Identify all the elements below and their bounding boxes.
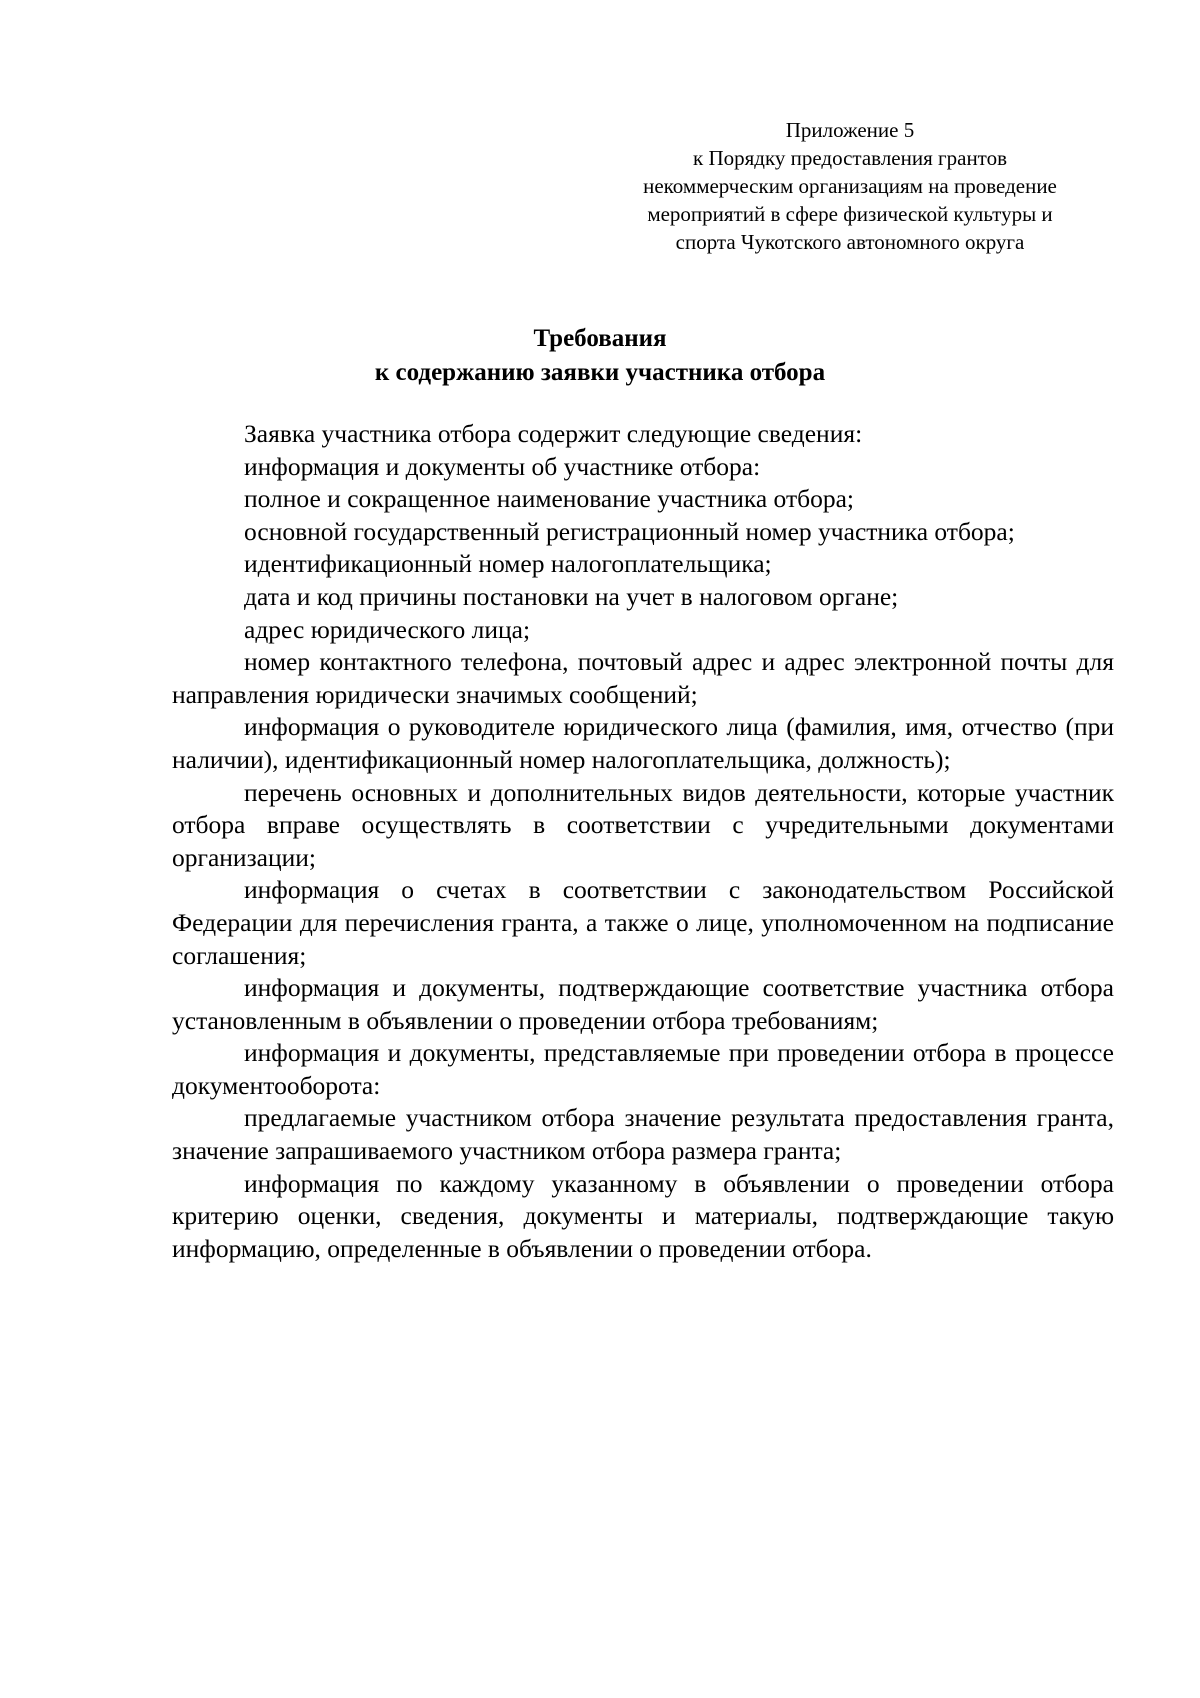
paragraph: номер контактного телефона, почтовый адрес и адрес электронной почты для направления юридически значимых сообщений; <box>172 647 1114 709</box>
document-title <box>0 322 1200 390</box>
appendix-line: спорта Чукотского автономного округа <box>675 230 1025 254</box>
paragraph: информация о руководителе юридического лица (фамилия, имя, отчество (при наличии), идентификационный номер налогоплательщика, должность); <box>172 712 1114 774</box>
paragraph: информация и документы, представляемые при проведении отбора в процессе документооборота: <box>172 1038 1114 1100</box>
paragraph: дата и код причины постановки на учет в налоговом органе; <box>244 581 899 611</box>
appendix-line: к Порядку предоставления грантов <box>693 146 1007 170</box>
paragraph: Заявка участника отбора содержит следующие сведения: <box>244 419 863 448</box>
paragraph: перечень основных и дополнительных видов деятельности, которые участник отбора вправе осуществлять в соответствии с учредительными документами организации; <box>172 777 1114 872</box>
appendix-line: некоммерческим организациям на проведение <box>643 174 1057 198</box>
paragraph: информация и документы, подтверждающие соответствие участника отбора установленным в объявлении о проведении отбора требованиям; <box>172 973 1114 1035</box>
appendix-line: мероприятий в сфере физической культуры и <box>647 202 1053 226</box>
paragraph: идентификационный номер налогоплательщика; <box>244 549 772 579</box>
paragraph: основной государственный регистрационный номер участника отбора; <box>244 516 1015 546</box>
paragraph: информация и документы об участнике отбора: <box>244 451 761 481</box>
paragraph: предлагаемые участником отбора значение результата предоставления гранта, значение запрашиваемого участником отбора размера гранта; <box>172 1103 1114 1166</box>
title-line-1: Требования <box>533 325 667 352</box>
paragraph: полное и сокращенное наименование участника отбора; <box>244 484 854 514</box>
paragraph: информация по каждому указанному в объявлении о проведении отбора критерию оценки, сведения, документы и материалы, подтверждающие такую информацию, определенные в объявлении о проведении отбора. <box>172 1168 1114 1263</box>
appendix-line: Приложение 5 <box>785 118 915 142</box>
paragraph: адрес юридического лица; <box>244 614 531 644</box>
paragraph: информация о счетах в соответствии с законодательством Российской Федерации для перечисления гранта, а также о лице, уполномоченном на подписание соглашения; <box>172 875 1114 970</box>
title-line-2: к содержанию заявки участника отбора <box>374 359 826 386</box>
document-body <box>172 418 1114 1265</box>
appendix-header <box>620 116 1080 256</box>
